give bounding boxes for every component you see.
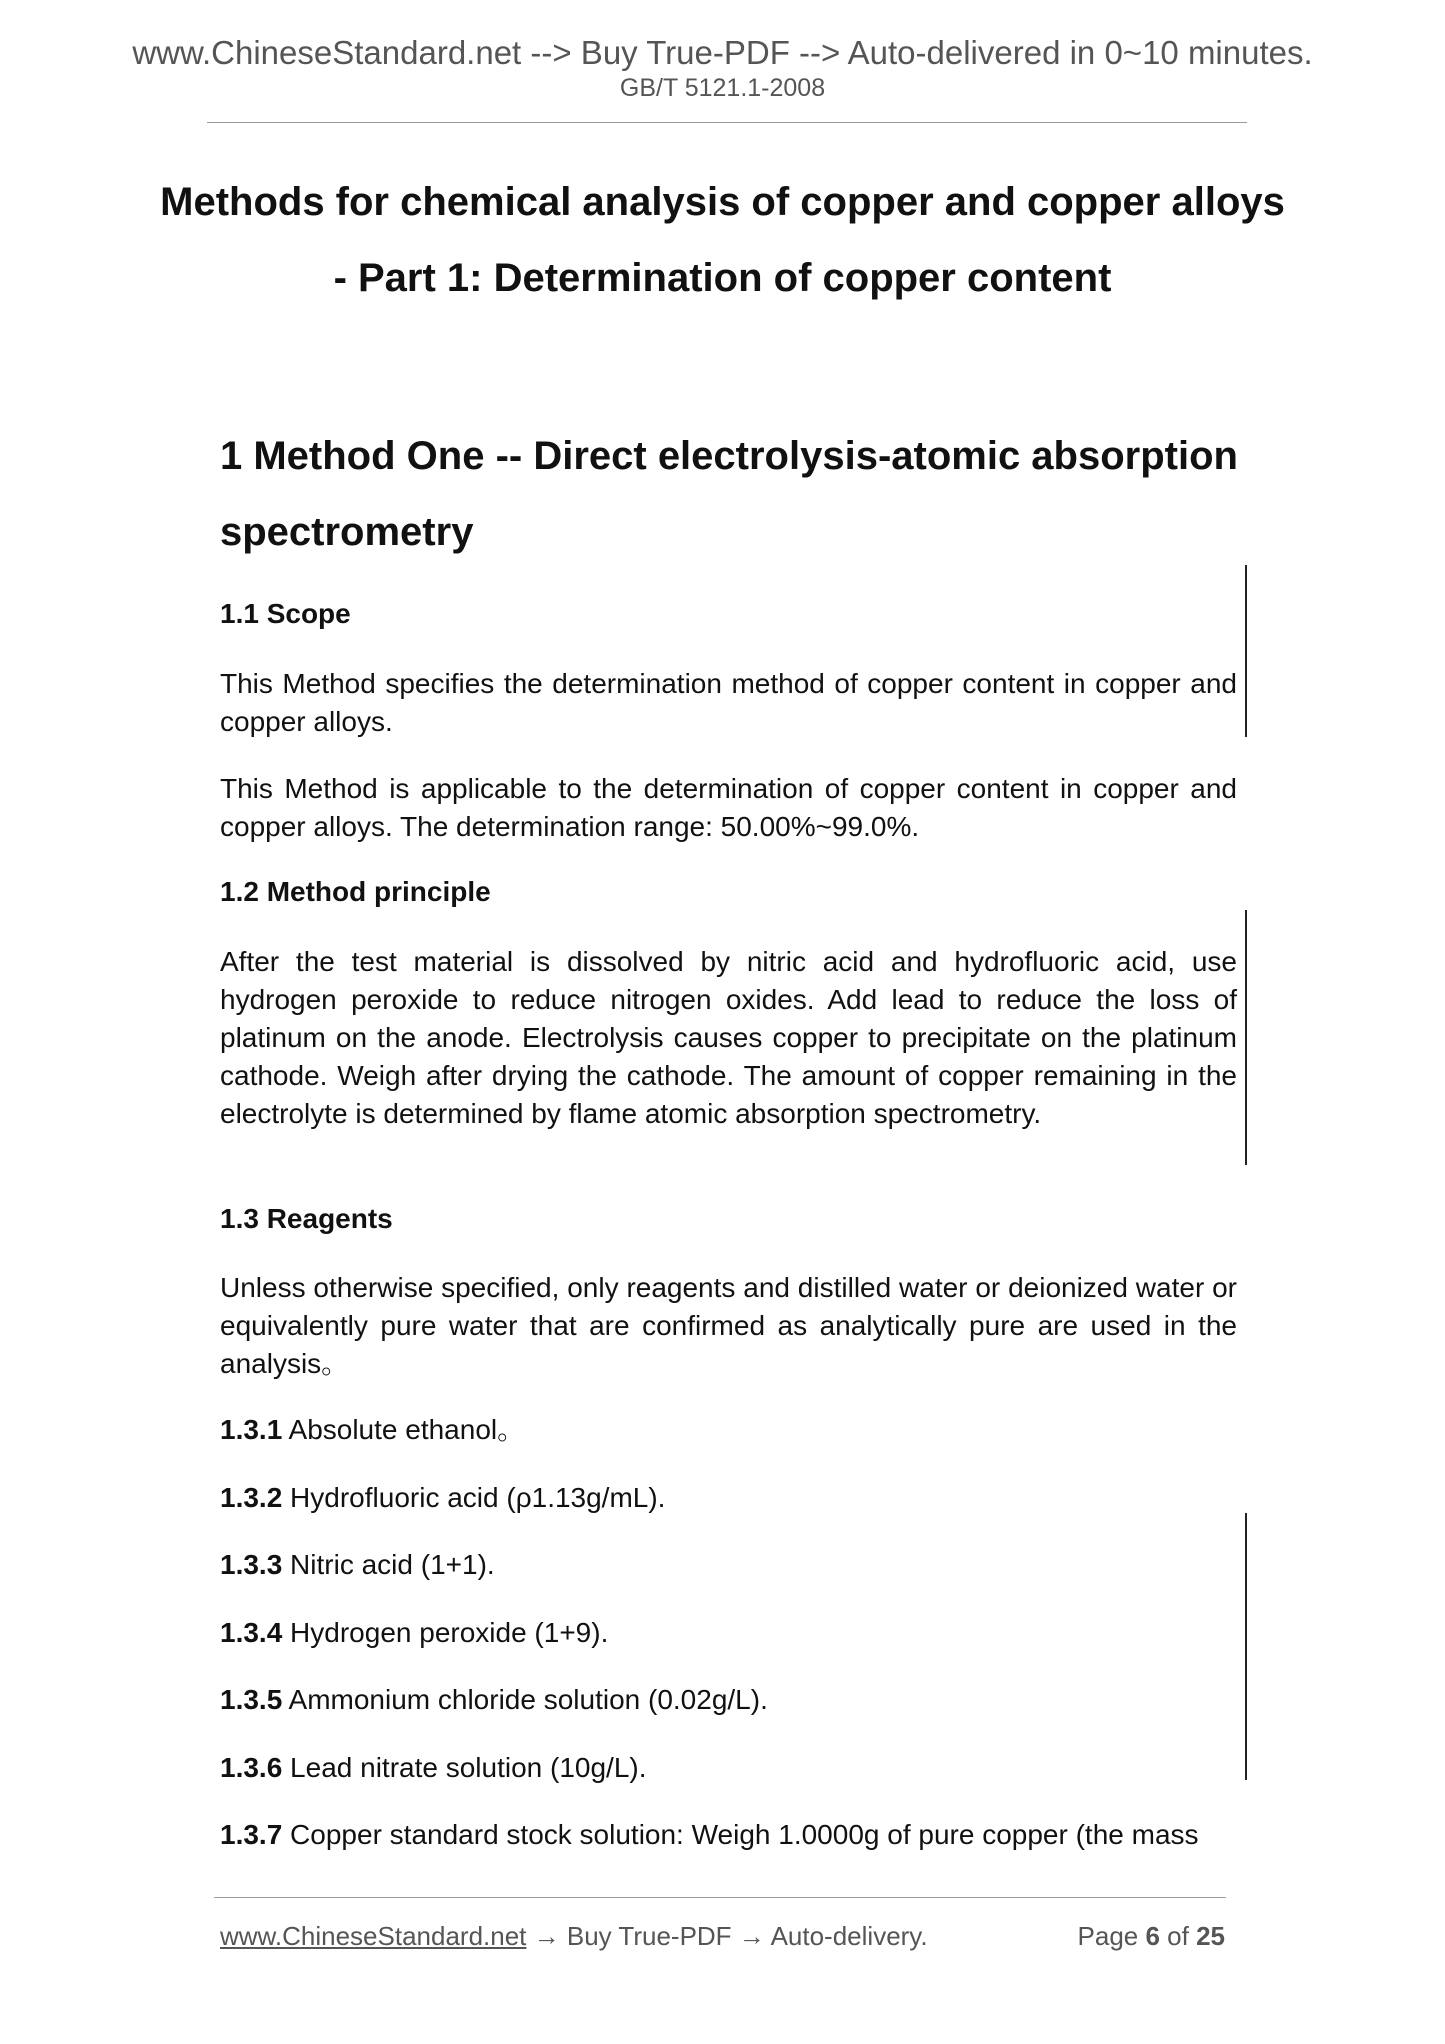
reagents-heading: 1.3 Reagents xyxy=(220,1203,393,1234)
footer-promo xyxy=(220,1921,928,1952)
reagent-number: 1.3.3 xyxy=(220,1549,283,1580)
reagent-text: Hydrofluoric acid (ρ1.13g/mL). xyxy=(282,1482,666,1513)
reagents-paragraph: Unless otherwise specified, only reagents and distilled water or deionized water or equivalently pure water that are confirmed as analytically pure are used in the analysis。 xyxy=(220,1272,1237,1379)
reagent-text: Absolute ethanol。 xyxy=(282,1414,526,1445)
principle-paragraph: After the test material is dissolved by nitric acid and hydrofluoric acid, use hydrogen peroxide to reduce nitrogen oxides. Add lead to reduce the loss of platinum on the anode. Electrolysis causes copper to precipitate on the platinum cathode. Weigh after drying the cathode. The amount of copper remaining in the electrolyte is determined by flame atomic absorption spectrometry. xyxy=(220,946,1237,1129)
page-of: of xyxy=(1159,1921,1197,1951)
page-label: Page xyxy=(1077,1921,1146,1951)
reagent-text: Hydrogen peroxide (1+9). xyxy=(282,1617,609,1648)
reagent-number: 1.3.4 xyxy=(220,1617,283,1648)
principle-heading: 1.2 Method principle xyxy=(220,876,491,907)
section-1-heading: 1 Method One -- Direct electrolysis-atomic absorption spectrometry xyxy=(220,434,1238,554)
page-total: 25 xyxy=(1196,1921,1225,1951)
reagent-item xyxy=(220,1749,647,1787)
reagent-number: 1.3.5 xyxy=(220,1684,283,1715)
revision-bar xyxy=(1245,565,1247,737)
reagent-text: Lead nitrate solution (10g/L). xyxy=(282,1752,647,1783)
reagent-text: Nitric acid (1+1). xyxy=(282,1549,495,1580)
reagent-text: Copper standard stock solution: Weigh 1.0000g of pure copper (the mass xyxy=(282,1819,1199,1850)
reagent-item xyxy=(220,1546,495,1584)
reagent-item xyxy=(220,1479,665,1517)
footer-divider xyxy=(214,1897,1226,1898)
reagent-number: 1.3.2 xyxy=(220,1482,283,1513)
reagent-number: 1.3.6 xyxy=(220,1752,283,1783)
reagent-item xyxy=(220,1681,768,1719)
scope-paragraph-2: This Method is applicable to the determination of copper content in copper and copper alloys. The determination range: 50.00%~99.0%. xyxy=(220,773,1237,842)
page-current: 6 xyxy=(1145,1921,1160,1951)
reagent-number: 1.3.1 xyxy=(220,1414,283,1445)
header-divider xyxy=(207,122,1247,123)
footer-tagline: → Buy True-PDF → Auto-delivery. xyxy=(526,1921,928,1951)
reagent-number: 1.3.7 xyxy=(220,1819,283,1850)
revision-bar xyxy=(1245,910,1247,1165)
reagent-item xyxy=(220,1411,525,1449)
document-title: Methods for chemical analysis of copper and copper alloys - Part 1: Determination of copper content xyxy=(160,180,1285,300)
header-banner: www.ChineseStandard.net --> Buy True-PDF --> Auto-delivered in 0~10 minutes. xyxy=(132,34,1313,71)
standard-code: GB/T 5121.1-2008 xyxy=(619,74,826,102)
scope-paragraph-1: This Method specifies the determination method of copper content in copper and copper alloys. xyxy=(220,668,1237,737)
footer-link[interactable]: www.ChineseStandard.net xyxy=(220,1921,527,1951)
reagent-item xyxy=(220,1614,608,1652)
revision-bar xyxy=(1245,1513,1247,1780)
page-indicator xyxy=(1078,1921,1225,1952)
scope-heading: 1.1 Scope xyxy=(220,598,351,629)
reagent-item xyxy=(220,1816,1199,1854)
reagent-text: Ammonium chloride solution (0.02g/L). xyxy=(282,1684,768,1715)
